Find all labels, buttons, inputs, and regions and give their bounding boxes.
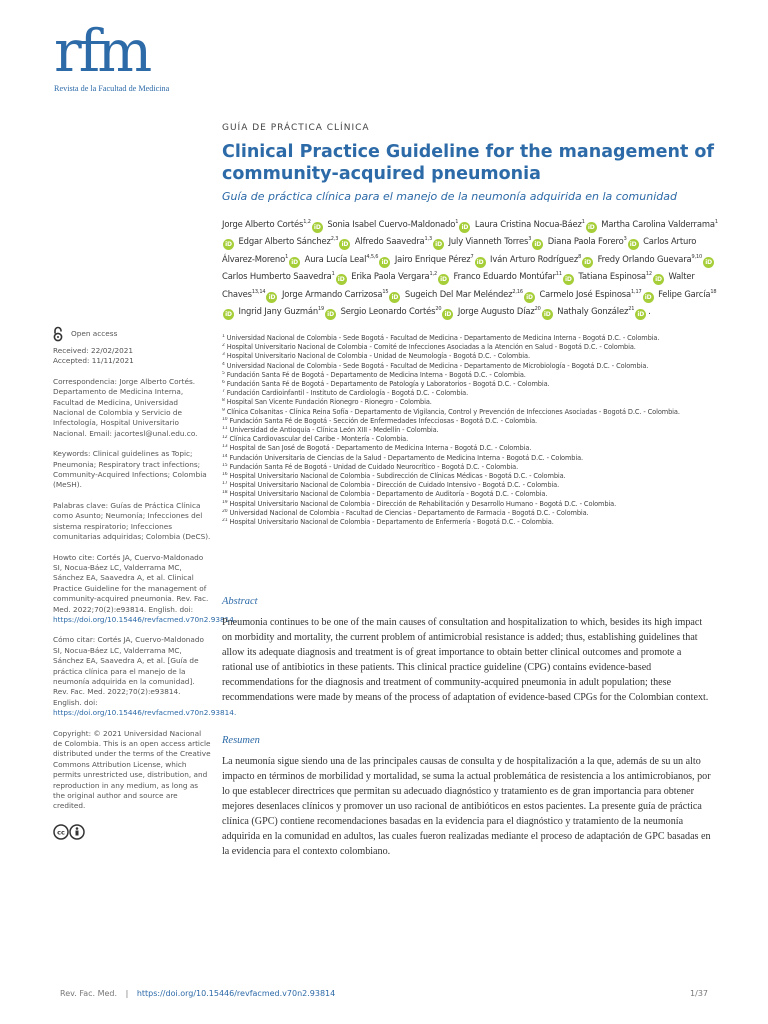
affiliation-number: 18 [222,490,228,496]
author-affiliation-ref: 1,2 [429,271,438,278]
orcid-icon[interactable]: iD [635,309,646,320]
open-access-badge [53,326,211,342]
affiliation-number: 1 [222,334,225,339]
affiliation-item [222,389,722,398]
affiliation-number: 5 [222,370,225,376]
affiliation-text: Fundación Cardioinfantil - Instituto de Cardiología - Bogotá D.C. - Colombia. [226,389,469,398]
author-name: Sonia Isabel Cuervo-Maldonado [327,219,456,229]
author-affiliation-ref: 13,14 [251,288,266,295]
author-list [222,216,722,320]
author-name: Felipe García [658,288,711,299]
author-affiliation-ref: 2,3 [330,236,339,243]
orcid-icon[interactable]: iD [563,274,574,285]
affiliation-text: Hospital de San José de Bogotá - Departamento de Medicina Interna - Bogotá D.C. - Colombia. [229,444,532,453]
author-name: Alfredo Saavedra [354,236,425,247]
author-name: Diana Paola Forero [547,236,624,247]
author-entry [395,254,488,264]
affiliation-number: 11 [222,426,228,432]
affiliation-number: 16 [222,472,228,478]
author-entry [453,271,576,284]
accepted-date: Accepted: 11/11/2021 [53,356,134,366]
author-name: Tatiana Espinosa [578,271,646,282]
affiliation-item [222,408,722,417]
affiliation-number: 19 [222,499,228,505]
affiliation-number: 20 [222,508,228,514]
author-entry [457,306,555,319]
orcid-icon[interactable]: iD [524,292,535,303]
orcid-icon[interactable]: iD [336,274,347,285]
affiliation-text: Universidad Nacional de Colombia - Sede Bogotá - Facultad de Medicina - Departamento de Microbiología - Bogotá D.C. - Colombia. [226,361,649,370]
author-entry [354,236,446,249]
affiliation-item [222,444,722,453]
affiliation-item [222,435,722,444]
svg-text:cc: cc [57,828,65,837]
affiliation-item [222,518,722,527]
orcid-icon[interactable]: iD [433,239,444,250]
affiliation-text: Hospital Universitario Nacional de Colombia - Departamento de Auditoría - Bogotá D.C. - Colombia. [229,490,548,499]
author-affiliation-ref: 3 [528,236,532,243]
affiliation-item [222,398,722,407]
author-name: Sugeich Del Mar Meléndez [404,288,513,299]
affiliation-number: 3 [222,352,225,358]
author-name: Laura Cristina Nocua-Báez [474,219,582,229]
author-entry [238,306,339,319]
orcid-icon[interactable]: iD [339,239,350,250]
affiliation-text: Fundación Santa Fé de Bogotá - Departamento de Medicina Interna - Bogotá D.C. - Colombia. [226,370,526,379]
affiliation-number: 21 [222,518,228,524]
author-affiliation-ref: 1,3 [424,236,433,243]
affiliation-item [222,417,722,426]
affiliation-item [222,334,722,343]
orcid-icon[interactable]: iD [223,309,234,320]
author-affiliation-ref: 1 [331,271,335,278]
affiliation-text: Hospital Universitario Nacional de Colombia - Departamento de Enfermería - Bogotá D.C. - Colombia. [229,518,554,527]
author-entry [340,306,456,319]
author-affiliation-ref: 11 [555,271,562,278]
author-affiliation-ref: 20 [435,306,442,313]
article-title: Clinical Practice Guideline for the management of community-acquired pneumonia [222,142,715,184]
author-affiliation-ref: 1,17 [631,288,642,295]
keywords: Keywords: Clinical guidelines as Topic; Pneumonia; Respiratory tract infections; Community-Acquired Infections; Colombia (MeSH). [53,449,207,490]
author-entry [475,219,599,229]
journal-name: Revista de la Facultad de Medicina [54,84,170,93]
author-affiliation-ref: 1 [455,219,459,225]
orcid-icon[interactable]: iD [459,222,470,233]
abstract-heading: Abstract [222,596,258,607]
author-name: Jairo Enrique Pérez [394,253,471,264]
author-affiliation-ref: 1 [714,219,718,225]
orcid-icon[interactable]: iD [223,239,234,250]
affiliation-text: Fundación Santa Fé de Bogotá - Departamento de Patología y Laboratorios - Bogotá D.C. - Colombia. [226,380,550,389]
affiliation-number: 9 [222,407,225,413]
author-affiliation-ref: 15 [382,288,389,295]
author-affiliation-ref: 21 [628,306,635,313]
section-label: GUÍA DE PRÁCTICA CLÍNICA [222,123,370,133]
affiliation-text: Hospital Universitario Nacional de Colombia - Comité de Infecciones Asociadas a la Atención en Salud - Bogotá D.C. - Colombia. [226,343,636,352]
author-name: July Vianneth Torres [448,236,529,247]
author-name: Jorge Armando Carrizosa [281,288,383,299]
affiliation-text: Hospital Universitario Nacional de Colombia - Dirección de Cuidado Intensivo - Bogotá D.C. - Colombia. [229,481,560,490]
author-entry [222,271,349,284]
orcid-icon[interactable]: iD [532,239,543,250]
copyright-notice: Copyright: © 2021 Universidad Nacional de Colombia. This is an open access article distributed under the terms of the Creative Commons Attribution License, which permits unrestricted use, distribution, and reproduction in any medium, as long as the original author and source are credited. [53,728,211,811]
author-entry [448,236,546,249]
orcid-icon[interactable]: iD [628,239,639,250]
page-number: 1/37 [690,989,708,998]
author-name: Jorge Alberto Cortés [222,219,304,229]
affiliation-text: Clínica Cardiovascular del Caribe - Montería - Colombia. [229,435,409,444]
author-name: Martha Carolina Valderrama [601,219,715,229]
how-to-cite-text: Howto cite: Cortés JA, Cuervo-Maldonado SI, Nocua-Báez LC, Valderrama MC, Sánchez EA, Saavedra A, et al. Clinical Practice Guideline for the management of community-acquired pneumonia. Rev. Fac. Med. 2022;70(2):e93814. English. doi: [53,552,209,614]
affiliation-text: Hospital San Vicente Fundación Rionegro - Rionegro - Colombia. [226,398,432,407]
author-name: Sergio Leonardo Cortés [340,306,436,317]
affiliation-item [222,426,722,435]
author-affiliation-ref: 18 [710,288,717,295]
author-affiliation-ref: 1,2 [303,219,311,225]
orcid-icon[interactable]: iD [312,222,323,233]
author-entry [405,289,537,299]
how-to-cite-doi-link[interactable]: https://doi.org/10.15446/revfacmed.v70n2.93814. [53,614,237,624]
affiliation-item [222,454,722,463]
author-entry [598,254,716,264]
affiliation-number: 12 [222,435,228,441]
author-affiliation-ref: 12 [645,271,652,278]
affiliation-text: Fundación Santa Fé de Bogotá - Unidad de Cuidado Neurocrítico - Bogotá D.C. - Colombia. [229,462,519,471]
author-affiliation-ref: 20 [534,306,541,313]
correspondence: Correspondencia: Jorge Alberto Cortés. Departamento de Medicina Interna, Facultad de Medicina, Universidad Nacional de Colombia y Servicio de Infectología, Hospital Universitario Nacional. Email: jacortesl@unal.edu.co. [53,376,198,438]
orcid-icon[interactable]: iD [542,309,553,320]
received-date: Received: 22/02/2021 [53,346,134,355]
author-entry [490,254,595,264]
journal-logo [54,17,170,93]
author-entry [578,271,666,284]
affiliation-item [222,371,722,380]
author-name: Aura Lucía Leal [304,253,367,264]
orcid-icon[interactable]: iD [653,274,664,285]
author-affiliation-ref: 7 [470,253,474,260]
author-name: Franco Eduardo Montúfar [453,271,556,282]
author-name: Erika Paola Vergara [351,271,430,282]
affiliation-text: Universidad de Antioquia - Clínica León XIII - Medellín - Colombia. [229,426,439,435]
open-access-label: Open access [71,328,118,338]
affiliation-text: Fundación Universitaria de Ciencias de la Salud - Departamento de Medicina Interna - Bogotá D.C. - Colombia. [229,453,584,462]
resumen-heading: Resumen [222,735,260,746]
affiliation-text: Clínica Colsanitas - Clínica Reina Sofía - Departamento de Vigilancia, Control y Prevención de Infecciones Asociadas - Bogotá D.C. - Colombia. [226,407,680,416]
resumen-text: La neumonía sigue siendo una de las principales causas de consulta y de hospitalización a la que, además de su un alto impacto en términos de morbilidad y mortalidad, se suma la actual problemática de resistencia a los antimicrobianos, por lo que establecer directrices que permitan su adecuado diagnóstico y tratamiento es de gran importancia para obtener mejores desenlaces clínicos y promover un uso racional de antibióticos en estos pacientes. La presente guía de práctica clínica (GPC) contiene recomendaciones basadas en la evidencia para el diagnóstico y tratamiento de la neumonía adquirida en la comunidad en adultos, las cuales fueron realizadas mediante el proceso de adaptación de GPC basadas en la evidencia para el contexto colombiano. [222,756,711,857]
affiliation-text: Hospital Universitario Nacional de Colombia - Subdirección de Clínicas Médicas - Bogotá D.C. - Colombia. [229,472,566,481]
author-affiliation-ref: 3 [623,236,627,243]
palabras-clave: Palabras clave: Guías de Práctica Clínica como Asunto; Neumonía; Infecciones del sistema respiratorio; Infecciones comunitarias adquiridas; Colombia (DeCS). [53,500,211,542]
how-to-cite [53,552,237,626]
orcid-icon[interactable]: iD [325,309,336,320]
creative-commons-icon[interactable] [53,824,85,840]
affiliation-item [222,500,722,509]
author-affiliation-ref: 1 [581,219,585,225]
como-citar [53,635,237,718]
affiliation-text: Hospital Universitario Nacional de Colombia - Dirección de Rehabilitación y Desarrollo Humano - Bogotá D.C. - Colombia. [229,499,617,508]
orcid-icon[interactable]: iD [475,257,486,268]
affiliation-number: 15 [222,462,228,468]
affiliation-number: 6 [222,380,225,386]
orcid-icon[interactable]: iD [389,292,400,303]
affiliation-item [222,509,722,518]
affiliation-number: 10 [222,416,228,422]
affiliation-list [222,334,722,527]
author-affiliation-ref: 8 [578,253,582,260]
author-entry [557,306,651,319]
orcid-icon[interactable]: iD [438,274,449,285]
affiliation-item [222,481,722,490]
affiliation-item [222,352,722,361]
affiliation-item [222,343,722,352]
orcid-icon[interactable]: iD [266,292,277,303]
author-name: Carmelo José Espinosa [539,288,632,299]
affiliation-item [222,490,722,499]
author-entry [305,254,393,264]
author-name: Carlos Humberto Saavedra [222,271,332,282]
author-affiliation-ref: 1 [285,253,289,260]
affiliation-item [222,472,722,481]
author-list-end: . [648,306,651,317]
article-subtitle: Guía de práctica clínica para el manejo de la neumonía adquirida en la comunidad [222,190,677,203]
footer-separator: | [125,989,129,998]
page-footer [60,989,708,998]
affiliation-number: 14 [222,453,228,459]
author-affiliation-ref: 19 [317,306,325,313]
author-entry [222,219,325,229]
author-entry [327,219,472,229]
affiliation-number: 2 [222,343,225,349]
affiliation-number: 7 [222,389,225,395]
affiliation-text: Universidad Nacional de Colombia - Sede Bogotá - Facultad de Medicina - Departamento de Medicina Interna - Bogotá D.C. - Colombia. [226,334,660,342]
affiliation-item [222,380,722,389]
author-name: Fredy Orlando Guevara [597,253,692,264]
orcid-icon[interactable]: iD [703,257,714,268]
author-name: Carlos Arturo Álvarez-Moreno [222,236,697,264]
author-name: Iván Arturo Rodríguez [490,253,579,264]
abstract-text: Pneumonia continues to be one of the main causes of consultation and hospitalization to which, besides its high impact on morbidity and mortality, the current problem of antimicrobial resistance is added; thus, establishing guidelines that allow its adequate diagnosis and treatment is of great importance to obtain better clinical outcomes and promote a rational use of antibiotics in these patients. This clinical practice guideline (CPG) contains evidence-based recommendations for the diagnosis and treatment of community-acquired pneumonia in adult population; these recommendations were made by means of the process of adaptation of evidence-based CPGs for the Colombian context. [222,617,709,703]
affiliation-item [222,362,722,371]
orcid-icon[interactable]: iD [643,292,654,303]
open-access-icon [53,326,63,342]
author-entry [547,236,641,249]
author-name: Walter Chaves [222,271,695,299]
orcid-icon[interactable]: iD [442,309,453,320]
affiliation-item [222,463,722,472]
author-entry [351,271,451,284]
footer-doi-link[interactable]: https://doi.org/10.15446/revfacmed.v70n2.93814 [136,989,336,998]
journal-logo-text: rfm [54,17,150,85]
affiliation-number: 4 [222,361,225,367]
affiliation-number: 17 [222,481,228,487]
author-entry [282,289,402,299]
orcid-icon[interactable]: iD [586,222,597,233]
orcid-icon[interactable]: iD [379,257,390,268]
orcid-icon[interactable]: iD [289,257,300,268]
author-affiliation-ref: 2,16 [512,288,523,295]
orcid-icon[interactable]: iD [582,257,593,268]
affiliation-text: Fundación Santa Fé de Bogotá - Sección de Enfermedades Infecciosas - Bogotá D.C. - Colombia. [229,416,538,425]
affiliation-text: Universidad Nacional de Colombia - Facultad de Ciencias - Departamento de Farmacia - Bogotá D.C. - Colombia. [229,508,589,517]
como-citar-doi-link[interactable]: https://doi.org/10.15446/revfacmed.v70n2.93814. [53,708,237,718]
author-affiliation-ref: 4,5,6 [366,253,379,260]
footer-journal: Rev. Fac. Med. [60,989,118,998]
author-name: Edgar Alberto Sánchez [238,236,331,247]
author-affiliation-ref: 9,10 [691,253,703,260]
author-name: Jorge Augusto Díaz [457,306,535,317]
author-entry [238,236,353,249]
como-citar-text: Cómo citar: Cortés JA, Cuervo-Maldonado SI, Nocua-Báez LC, Valderrama MC, Sánchez EA, Saavedra A, et al. [Guía de práctica clínica para el manejo de la neumonía adquirida en la comunidad]. Rev. Fac. Med. 2022;70(2):e93814. English. doi: [53,635,205,707]
author-name: Ingrid Jany Guzmán [238,306,318,317]
author-name: Nathaly González [557,306,629,317]
author-entry [539,289,655,299]
affiliation-number: 13 [222,444,228,450]
affiliation-text: Hospital Universitario Nacional de Colombia - Unidad de Neumología - Bogotá D.C. - Colombia. [226,352,530,361]
affiliation-number: 8 [222,398,225,404]
